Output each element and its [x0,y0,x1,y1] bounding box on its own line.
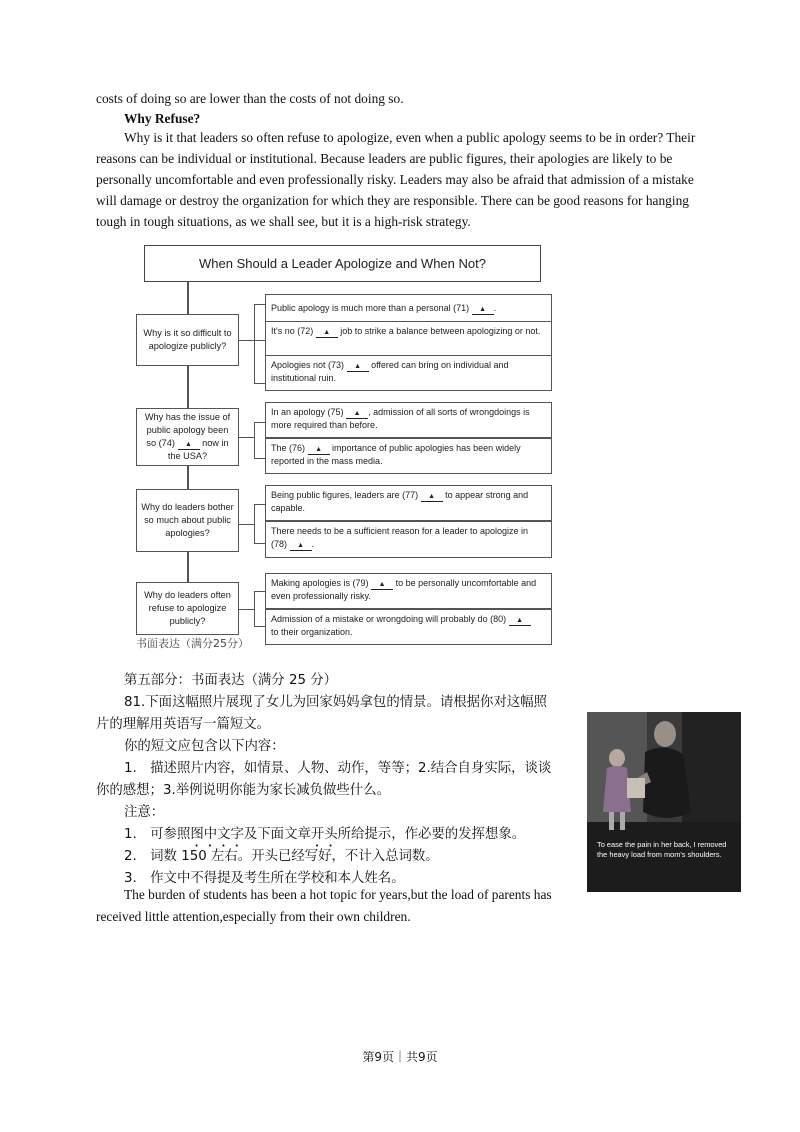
blank-72: ▲ [316,329,338,338]
flowchart-question-2: Why has the issue of public apology been so (74) ▲ now in the USA? [136,408,239,466]
blank-78: ▲ [290,542,312,551]
note-2: 2. 词数 150 左右。开头已经写好，不计入总词数。 [124,849,439,864]
passage-paragraph: Why is it that leaders so often refuse to apologize, even when a public apology seems to be in order? Their reasons can be individual or institutional. Because leaders are public figures, their apologies are likely to be personally uncomfortable and even professionally risky. Leaders may also be afraid that admission of a mistake will damage or destroy the organization for which they are responsible. There can be good reasons for hanging tough in tough situations, as we shall see, but it is a high-risk strategy. [96,130,696,229]
cropped-text: 书面表达（满分25分） [136,637,249,650]
flowchart-question-4: Why do leaders often refuse to apologize publicly? [136,582,239,635]
blank-73: ▲ [347,363,369,372]
photo-mother-daughter [587,712,741,892]
flowchart-answer-71: Public apology is much more than a personal (71) ▲ . [265,294,552,322]
page-number: 第9页｜共9页 [362,1050,438,1064]
flowchart-question-3: Why do leaders bother so much about public apologies? [136,489,239,552]
photo-illustration [587,712,741,892]
flowchart-answer-76: The (76) ▲ importance of public apologies has been widely reported in the mass media. [265,438,552,474]
blank-71: ▲ [472,306,494,315]
flowchart [132,241,554,650]
section-heading: Why Refuse? [124,111,201,126]
note-3: 3. 作文中不得提及考生所在学校和本人姓名。 [124,871,405,886]
writing-prompt: 81.下面这幅照片展现了女儿为回家妈妈拿包的情景。请根据你对这幅照片的理解用英语写一篇短文。 [96,695,548,732]
flowchart-answer-73: Apologies not (73) ▲ offered can bring on individual and institutional ruin. [265,355,552,391]
blank-75: ▲ [346,410,368,419]
blank-74: ▲ [178,441,200,450]
essay-opening: The burden of students has been a hot topic for years,but the load of parents has received little attention,especially from their own children. [96,887,552,924]
content-intro: 你的短文应包含以下内容： [124,739,285,754]
blank-76: ▲ [308,446,330,455]
flowchart-answer-80: Admission of a mistake or wrongdoing will probably do (80) ▲ to their organization. [265,609,552,645]
flowchart-answer-77: Being public figures, leaders are (77) ▲ to appear strong and capable. [265,485,552,521]
content-items: 1. 描述照片内容，如情景、人物、动作，等等；2.结合自身实际，谈谈你的感想；3.举例说明你能为家长减负做些什么。 [96,761,552,798]
blank-79: ▲ [371,581,393,590]
blank-80: ▲ [509,617,531,626]
blank-77: ▲ [421,493,443,502]
note-1: 1. 可参照图中文字及下面文章开头所给提示，作必要的发挥想象。 [124,827,526,842]
flowchart-question-1: Why is it so difficult to apologize publicly? [136,314,239,366]
photo-caption: To ease the pain in her back, I removed the heavy load from mom's shoulders. [597,840,727,859]
flowchart-answer-78: There needs to be a sufficient reason for a leader to apologize in (78) ▲ . [265,521,552,558]
passage-line: costs of doing so are lower than the costs of not doing so. [96,91,404,106]
section-title: 第五部分：书面表达（满分 25 分） [124,673,338,688]
flowchart-answer-79: Making apologies is (79) ▲ to be personally uncomfortable and even professionally risky. [265,573,552,609]
flowchart-title: When Should a Leader Apologize and When Not? [144,245,541,282]
notes-title: 注意： [124,805,165,820]
flowchart-answer-75: In an apology (75) ▲ , admission of all sorts of wrongdoings is more required than before. [265,402,552,438]
flowchart-answer-72: It's no (72) ▲ job to strike a balance between apologizing or not. [265,321,552,356]
